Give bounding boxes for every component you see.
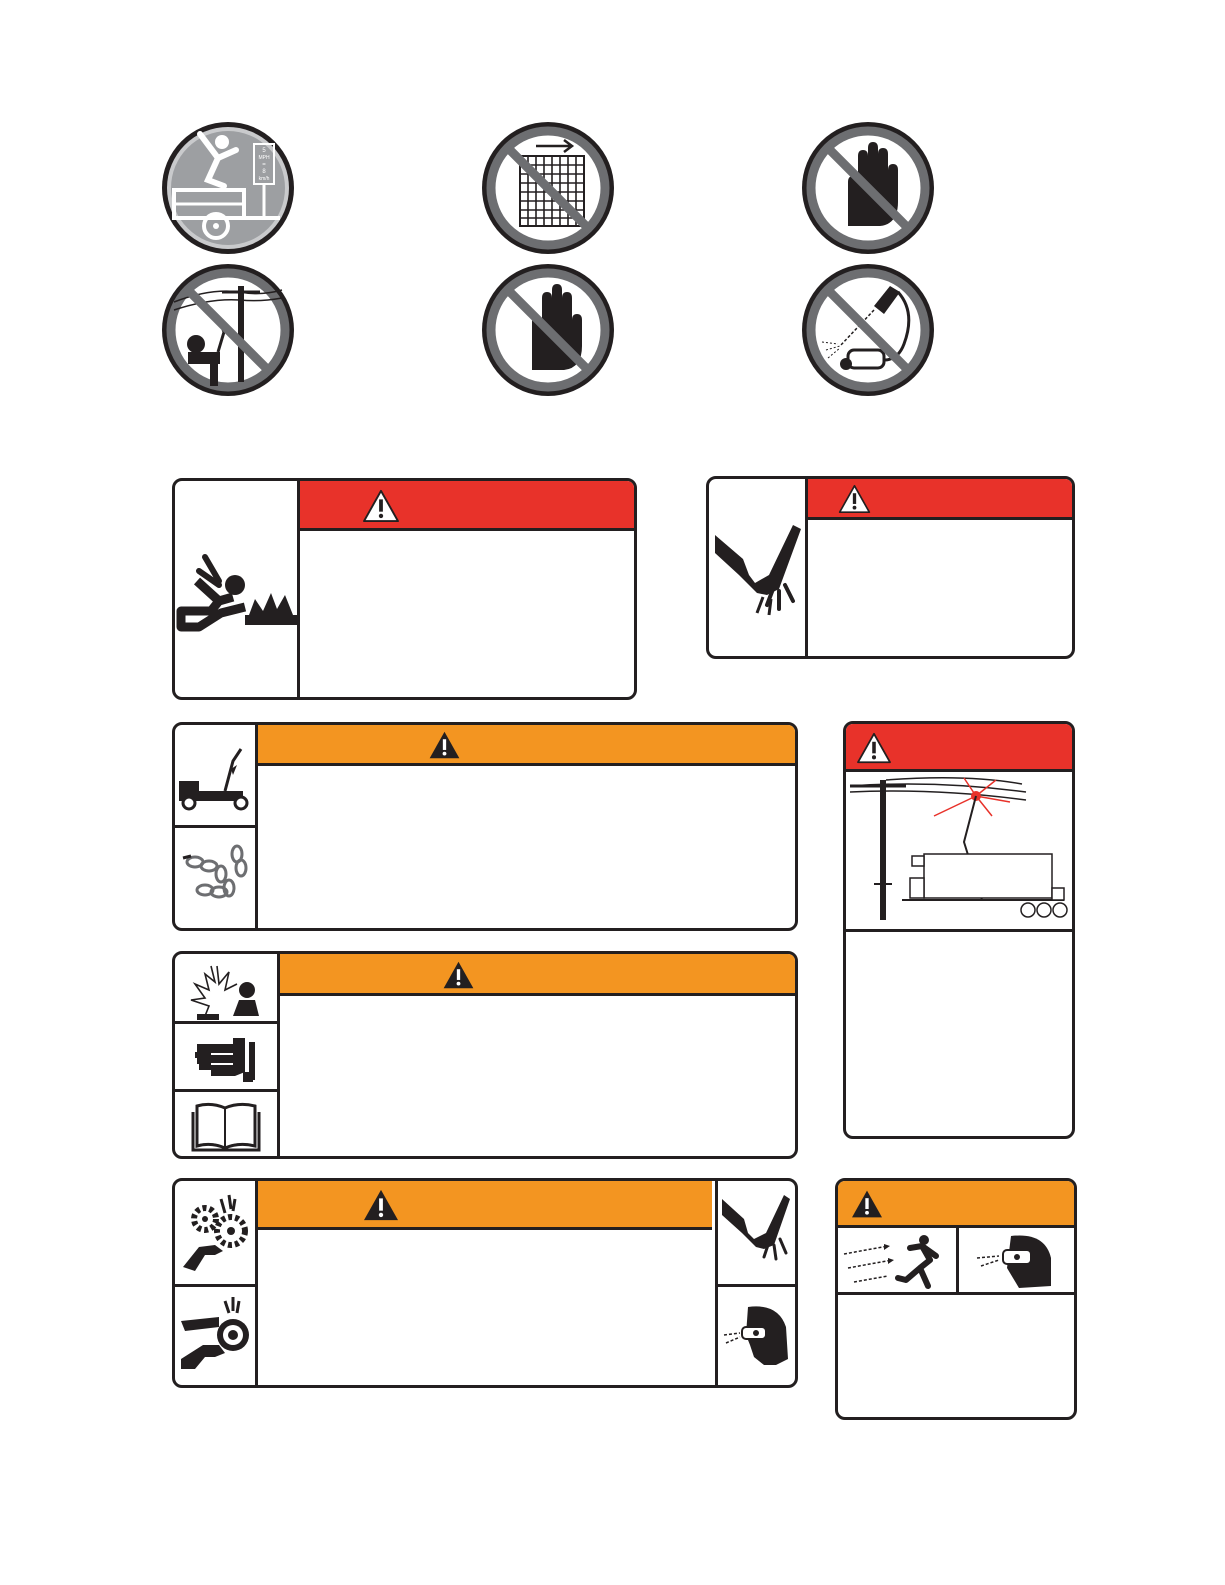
wear-gloves-icon <box>175 1024 277 1089</box>
warning-decal-moving-parts <box>172 1178 798 1388</box>
prohibition-sign-no-climbing <box>480 120 616 256</box>
prohibition-sign-no-riding <box>160 120 296 256</box>
warning-triangle-icon <box>442 960 475 990</box>
prohibition-sign-no-pressure-wash <box>800 262 936 398</box>
warning-triangle-icon <box>838 484 871 514</box>
no-hand-stop-icon <box>800 120 936 256</box>
speed-line-4: 8 <box>262 169 266 175</box>
warning-decal-battery <box>172 951 798 1159</box>
explosion-hazard-icon <box>175 954 277 1021</box>
danger-header <box>300 481 634 531</box>
warning-header <box>258 725 795 766</box>
flying-debris-icon <box>838 1228 956 1292</box>
warning-triangle-icon <box>850 1189 884 1219</box>
no-hand-contact-icon <box>480 262 616 398</box>
no-riding-at-speed-icon <box>160 120 296 256</box>
danger-header <box>808 479 1072 520</box>
danger-decal-fall <box>172 478 637 700</box>
warning-header <box>280 954 795 996</box>
speed-line-2: MPH <box>258 155 270 161</box>
prohibition-sign-no-hand <box>800 120 936 256</box>
warning-header <box>258 1181 712 1230</box>
danger-header <box>846 724 1072 772</box>
speed-line-3: = <box>262 162 266 168</box>
hand-cut-hazard-icon <box>718 1181 795 1284</box>
hand-cut-hazard-icon <box>709 479 805 656</box>
chain-rigging-icon <box>175 828 255 928</box>
no-climbing-grating-icon <box>480 120 616 256</box>
fall-hazard-icon <box>175 481 297 697</box>
eye-protection-icon <box>959 1228 1074 1292</box>
no-work-near-power-lines-icon <box>160 262 296 398</box>
prohibition-sign-no-hand-contact <box>480 262 616 398</box>
prohibition-sign-no-power-lines <box>160 262 296 398</box>
danger-decal-electrocution <box>843 721 1075 1139</box>
gear-entanglement-icon <box>175 1181 255 1284</box>
speed-line-5: km/h <box>258 176 270 182</box>
read-manual-icon <box>175 1092 277 1156</box>
boom-truck-icon <box>175 725 255 825</box>
warning-header <box>838 1181 1074 1228</box>
warning-triangle-icon <box>362 489 400 523</box>
electrocution-power-line-icon <box>846 772 1072 929</box>
roller-pinch-icon <box>175 1287 255 1385</box>
warning-triangle-icon <box>856 732 892 764</box>
warning-decal-flying-debris <box>835 1178 1077 1420</box>
danger-decal-hand-cut <box>706 476 1075 659</box>
warning-triangle-icon <box>362 1188 400 1222</box>
warning-decal-rigging <box>172 722 798 931</box>
eye-protection-icon <box>718 1287 795 1385</box>
warning-triangle-icon <box>428 730 461 760</box>
no-pressure-wash-icon <box>800 262 936 398</box>
speed-line-1: 5 <box>262 148 266 154</box>
